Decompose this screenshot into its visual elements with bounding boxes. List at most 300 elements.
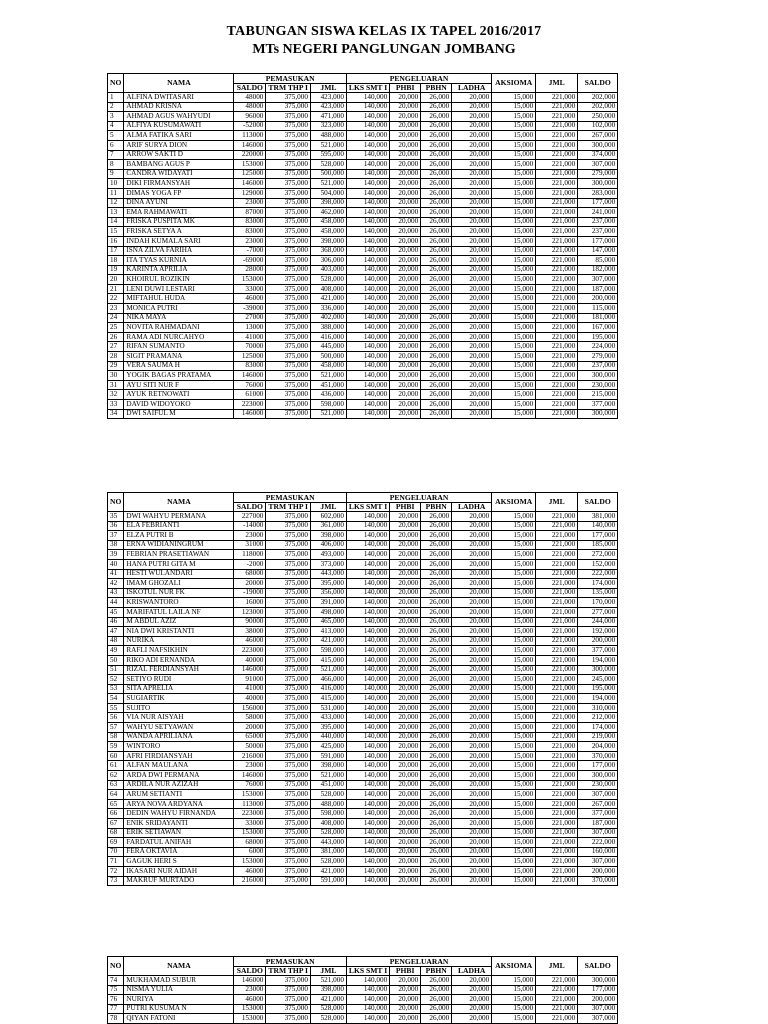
table-cell: 375,000 xyxy=(266,559,311,569)
table-cell: 15,000 xyxy=(492,112,536,122)
table-cell: 140,000 xyxy=(346,665,389,675)
table-cell: 28 xyxy=(108,352,124,362)
header-pemasukan: PEMASUKAN xyxy=(234,74,347,84)
table-cell: 221,000 xyxy=(536,323,578,333)
header-jml-pemasukan: JML xyxy=(310,503,346,512)
table-cell: 421,000 xyxy=(310,636,346,646)
table-cell: 458,000 xyxy=(310,361,346,371)
table-cell: 221,000 xyxy=(536,742,578,752)
table-cell: 160,000 xyxy=(578,847,618,857)
table-cell: 237,000 xyxy=(578,227,618,237)
table-cell: 15,000 xyxy=(492,323,536,333)
student-name: RAMA ADI NURCAHYO xyxy=(124,332,234,342)
table-cell: 221,000 xyxy=(536,751,578,761)
table-row xyxy=(108,703,618,713)
table-row xyxy=(108,246,618,256)
table-cell: 20,000 xyxy=(452,732,492,742)
table-cell: 221,000 xyxy=(536,1004,578,1014)
table-cell: 15,000 xyxy=(492,790,536,800)
table-cell: 375,000 xyxy=(266,169,311,179)
table-cell: 375,000 xyxy=(266,694,311,704)
student-name: ARDILA NUR AZIZAH xyxy=(124,780,234,790)
header-saldo: SALDO xyxy=(578,74,618,93)
table-cell: 140,000 xyxy=(346,607,389,617)
table-cell: 7 xyxy=(108,150,124,160)
student-name: SETIYO RUDI xyxy=(124,675,234,685)
table-row xyxy=(108,559,618,569)
table-cell: 46000 xyxy=(234,995,266,1005)
table-cell: 6000 xyxy=(234,847,266,857)
table-row xyxy=(108,160,618,170)
table-cell: 221,000 xyxy=(536,400,578,410)
table-cell: 20,000 xyxy=(390,799,421,809)
table-row xyxy=(108,627,618,637)
table-cell: 71 xyxy=(108,857,124,867)
table-cell: 20,000 xyxy=(452,1004,492,1014)
table-cell: 20,000 xyxy=(390,559,421,569)
table-cell: 528,000 xyxy=(310,160,346,170)
student-name: DIKI FIRMANSYAH xyxy=(124,179,234,189)
table-cell: 194,000 xyxy=(578,655,618,665)
table-cell: 20,000 xyxy=(390,995,421,1005)
table-row xyxy=(108,732,618,742)
table-cell: 174,000 xyxy=(578,723,618,733)
table-cell: 15,000 xyxy=(492,352,536,362)
table-cell: 125000 xyxy=(234,352,266,362)
header-no: NO xyxy=(108,74,124,93)
table-cell: 415,000 xyxy=(310,694,346,704)
table-cell: 20,000 xyxy=(390,540,421,550)
table-cell: 20,000 xyxy=(452,371,492,381)
table-cell: 221,000 xyxy=(536,985,578,995)
table-cell: 375,000 xyxy=(266,819,311,829)
table-cell: 283,000 xyxy=(578,188,618,198)
table-cell: 26,000 xyxy=(421,761,452,771)
student-name: AHMAD KRISNA xyxy=(124,102,234,112)
table-cell: 20,000 xyxy=(452,198,492,208)
table-row xyxy=(108,1014,618,1024)
table-cell: 300,000 xyxy=(578,179,618,189)
table-cell: 27 xyxy=(108,342,124,352)
table-cell: 26,000 xyxy=(421,627,452,637)
table-cell: 26,000 xyxy=(421,684,452,694)
table-cell: 521,000 xyxy=(310,409,346,419)
table-cell: 15,000 xyxy=(492,521,536,531)
table-cell: 598,000 xyxy=(310,646,346,656)
table-cell: 10 xyxy=(108,179,124,189)
header-jml-pemasukan: JML xyxy=(310,84,346,93)
student-name: INDAH KUMALA SARI xyxy=(124,236,234,246)
table-cell: 20,000 xyxy=(452,665,492,675)
table-cell: 20,000 xyxy=(452,188,492,198)
student-name: DIMAS YOGA FP xyxy=(124,188,234,198)
table-cell: 32 xyxy=(108,390,124,400)
table-cell: 140,000 xyxy=(346,208,389,218)
table-cell: 375,000 xyxy=(266,342,311,352)
table-cell: 216000 xyxy=(234,876,266,886)
table-cell: 20,000 xyxy=(452,636,492,646)
student-name: BAMBANG AGUS P xyxy=(124,160,234,170)
table-row xyxy=(108,265,618,275)
table-row xyxy=(108,188,618,198)
table-cell: 152,000 xyxy=(578,559,618,569)
table-cell: 28000 xyxy=(234,265,266,275)
table-cell: 15,000 xyxy=(492,265,536,275)
table-cell: 140,000 xyxy=(346,352,389,362)
table-cell: 425,000 xyxy=(310,742,346,752)
table-cell: 221,000 xyxy=(536,976,578,986)
table-cell: 85,000 xyxy=(578,256,618,266)
table-cell: 26,000 xyxy=(421,703,452,713)
savings-table-3 xyxy=(107,956,618,1024)
table-cell: 222,000 xyxy=(578,838,618,848)
header-phbi: PHBI xyxy=(390,967,421,976)
table-cell: 27000 xyxy=(234,313,266,323)
table-cell: 20,000 xyxy=(452,179,492,189)
table-cell: 26,000 xyxy=(421,256,452,266)
table-cell: 598,000 xyxy=(310,400,346,410)
table-cell: 26,000 xyxy=(421,723,452,733)
student-name: DWI WAHYU PERMANA xyxy=(124,512,234,522)
table-cell: 69 xyxy=(108,838,124,848)
table-cell: 223000 xyxy=(234,809,266,819)
table-cell: 38 xyxy=(108,540,124,550)
table-cell: 26,000 xyxy=(421,131,452,141)
table-cell: 52 xyxy=(108,675,124,685)
table-cell: 15,000 xyxy=(492,751,536,761)
student-name: DAVID WIDOYOKO xyxy=(124,400,234,410)
table-cell: 25 xyxy=(108,323,124,333)
table-cell: 146000 xyxy=(234,179,266,189)
table-cell: 44 xyxy=(108,598,124,608)
table-cell: 374,000 xyxy=(578,150,618,160)
table-cell: 221,000 xyxy=(536,636,578,646)
table-cell: 140,000 xyxy=(346,694,389,704)
table-cell: 15,000 xyxy=(492,131,536,141)
table-cell: 215,000 xyxy=(578,390,618,400)
table-cell: 15,000 xyxy=(492,995,536,1005)
header-saldo-awal: SALDO xyxy=(234,967,266,976)
table-cell: 20,000 xyxy=(452,400,492,410)
table-cell: 61000 xyxy=(234,390,266,400)
table-row xyxy=(108,112,618,122)
table-cell: 146000 xyxy=(234,409,266,419)
header-ladha: LADHA xyxy=(452,84,492,93)
table-row xyxy=(108,675,618,685)
table-cell: 20,000 xyxy=(452,150,492,160)
table-cell: 15,000 xyxy=(492,732,536,742)
savings-table-1 xyxy=(107,73,618,419)
table-cell: 123000 xyxy=(234,607,266,617)
table-cell: 195,000 xyxy=(578,332,618,342)
table-cell: 356,000 xyxy=(310,588,346,598)
table-cell: 375,000 xyxy=(266,588,311,598)
table-cell: 375,000 xyxy=(266,390,311,400)
student-name: GAGUK HERI S xyxy=(124,857,234,867)
table-cell: 15,000 xyxy=(492,1004,536,1014)
table-cell: 221,000 xyxy=(536,380,578,390)
table-cell: 140,000 xyxy=(346,150,389,160)
table-cell: 15,000 xyxy=(492,876,536,886)
table-cell: 436,000 xyxy=(310,390,346,400)
table-cell: 26,000 xyxy=(421,121,452,131)
table-cell: 78 xyxy=(108,1014,124,1024)
table-cell: 20,000 xyxy=(452,627,492,637)
table-cell: 15,000 xyxy=(492,409,536,419)
table-cell: 20,000 xyxy=(390,976,421,986)
table-cell: 375,000 xyxy=(266,876,311,886)
table-cell: 504,000 xyxy=(310,188,346,198)
header-lks-smt-i: LKS SMT I xyxy=(346,967,389,976)
table-cell: 408,000 xyxy=(310,819,346,829)
table-cell: 65000 xyxy=(234,732,266,742)
table-cell: 140,000 xyxy=(346,550,389,560)
table-cell: 9 xyxy=(108,169,124,179)
table-cell: 462,000 xyxy=(310,208,346,218)
table-cell: 300,000 xyxy=(578,976,618,986)
student-name: AYU SITI NUR F xyxy=(124,380,234,390)
table-cell: 140,000 xyxy=(346,876,389,886)
table-cell: 15,000 xyxy=(492,217,536,227)
table-cell: 528,000 xyxy=(310,1014,346,1024)
table-row xyxy=(108,179,618,189)
table-cell: 15,000 xyxy=(492,780,536,790)
table-cell: 598,000 xyxy=(310,809,346,819)
table-cell: 443,000 xyxy=(310,569,346,579)
table-cell: 15,000 xyxy=(492,361,536,371)
table-cell: 140,000 xyxy=(346,636,389,646)
table-cell: 20,000 xyxy=(390,217,421,227)
table-cell: 300,000 xyxy=(578,771,618,781)
table-cell: 26,000 xyxy=(421,713,452,723)
table-cell: 102,000 xyxy=(578,121,618,131)
table-cell: 15,000 xyxy=(492,332,536,342)
table-cell: 221,000 xyxy=(536,559,578,569)
header-saldo: SALDO xyxy=(578,957,618,976)
table-cell: 20,000 xyxy=(390,208,421,218)
table-cell: 20,000 xyxy=(452,217,492,227)
table-cell: 221,000 xyxy=(536,409,578,419)
table-cell: 20,000 xyxy=(390,102,421,112)
table-cell: 375,000 xyxy=(266,771,311,781)
table-cell: 74 xyxy=(108,976,124,986)
table-cell: 26,000 xyxy=(421,188,452,198)
table-cell: 375,000 xyxy=(266,140,311,150)
table-cell: 20,000 xyxy=(452,304,492,314)
table-cell: 20,000 xyxy=(390,684,421,694)
table-row xyxy=(108,617,618,627)
table-cell: 140,000 xyxy=(346,304,389,314)
table-cell: 15,000 xyxy=(492,742,536,752)
table-cell: 46000 xyxy=(234,636,266,646)
table-cell: 26,000 xyxy=(421,579,452,589)
table-cell: 221,000 xyxy=(536,569,578,579)
table-cell: 15,000 xyxy=(492,540,536,550)
table-cell: 26 xyxy=(108,332,124,342)
student-name: WAHYU SETYAWAN xyxy=(124,723,234,733)
table-row xyxy=(108,569,618,579)
table-cell: 36 xyxy=(108,521,124,531)
student-name: SUJITO xyxy=(124,703,234,713)
student-name: FRISKA SETYA A xyxy=(124,227,234,237)
header-saldo-awal: SALDO xyxy=(234,84,266,93)
table-cell: 20,000 xyxy=(452,323,492,333)
table-cell: 26,000 xyxy=(421,227,452,237)
table-cell: 237,000 xyxy=(578,217,618,227)
table-cell: 20,000 xyxy=(390,304,421,314)
table-cell: 451,000 xyxy=(310,780,346,790)
table-cell: 279,000 xyxy=(578,169,618,179)
table-cell: 20,000 xyxy=(452,313,492,323)
table-cell: 26,000 xyxy=(421,540,452,550)
table-row xyxy=(108,598,618,608)
table-cell: 20,000 xyxy=(390,332,421,342)
table-cell: 33000 xyxy=(234,819,266,829)
table-row xyxy=(108,236,618,246)
table-cell: 20,000 xyxy=(390,342,421,352)
table-cell: 140,000 xyxy=(346,540,389,550)
table-row xyxy=(108,588,618,598)
table-cell: 26,000 xyxy=(421,371,452,381)
table-cell: 370,000 xyxy=(578,751,618,761)
table-cell: 170,000 xyxy=(578,598,618,608)
table-cell: 221,000 xyxy=(536,371,578,381)
table-cell: 31 xyxy=(108,380,124,390)
table-cell: 408,000 xyxy=(310,284,346,294)
table-cell: 221,000 xyxy=(536,876,578,886)
table-cell: 26,000 xyxy=(421,646,452,656)
table-cell: 140,000 xyxy=(346,588,389,598)
student-name: HESTI WULANDARI xyxy=(124,569,234,579)
table-cell: 58000 xyxy=(234,713,266,723)
table-cell: -2000 xyxy=(234,559,266,569)
header-trm-thp-i: TRM THP I xyxy=(266,84,311,93)
table-cell: 20,000 xyxy=(390,636,421,646)
table-row xyxy=(108,380,618,390)
table-cell: 221,000 xyxy=(536,390,578,400)
table-cell: 140,000 xyxy=(346,361,389,371)
table-cell: 20,000 xyxy=(390,579,421,589)
table-cell: 20,000 xyxy=(452,531,492,541)
table-cell: 8 xyxy=(108,160,124,170)
table-cell: 14 xyxy=(108,217,124,227)
table-cell: 221,000 xyxy=(536,93,578,103)
table-cell: 20,000 xyxy=(452,352,492,362)
header-aksioma: AKSIOMA xyxy=(492,957,536,976)
table-cell: 140,000 xyxy=(346,780,389,790)
table-cell: 61 xyxy=(108,761,124,771)
student-name: ERNA WIDIANINGRUM xyxy=(124,540,234,550)
student-name: AYUK RETNOWATI xyxy=(124,390,234,400)
table-cell: 20,000 xyxy=(390,531,421,541)
table-cell: 221,000 xyxy=(536,646,578,656)
table-cell: 153000 xyxy=(234,1014,266,1024)
table-cell: 15,000 xyxy=(492,198,536,208)
table-cell: 200,000 xyxy=(578,995,618,1005)
table-cell: 140,000 xyxy=(346,617,389,627)
table-cell: 221,000 xyxy=(536,275,578,285)
table-cell: 15,000 xyxy=(492,121,536,131)
table-cell: 221,000 xyxy=(536,627,578,637)
table-cell: 521,000 xyxy=(310,371,346,381)
table-cell: 140,000 xyxy=(346,227,389,237)
table-cell: 219,000 xyxy=(578,732,618,742)
table-cell: 26,000 xyxy=(421,847,452,857)
table-cell: 26,000 xyxy=(421,521,452,531)
table-cell: 23000 xyxy=(234,761,266,771)
table-cell: 307,000 xyxy=(578,790,618,800)
table-cell: 26,000 xyxy=(421,799,452,809)
table-cell: 26,000 xyxy=(421,780,452,790)
table-cell: -39000 xyxy=(234,304,266,314)
table-cell: 153000 xyxy=(234,828,266,838)
table-row xyxy=(108,93,618,103)
table-cell: 375,000 xyxy=(266,550,311,560)
table-cell: 221,000 xyxy=(536,169,578,179)
table-cell: 18 xyxy=(108,256,124,266)
table-cell: 177,000 xyxy=(578,985,618,995)
header-pbhn: PBHN xyxy=(421,967,452,976)
table-cell: 187,000 xyxy=(578,284,618,294)
table-cell: 26,000 xyxy=(421,400,452,410)
table-cell: 15,000 xyxy=(492,655,536,665)
table-cell: 443,000 xyxy=(310,838,346,848)
table-cell: 140,000 xyxy=(346,646,389,656)
table-cell: 375,000 xyxy=(266,275,311,285)
table-cell: 15,000 xyxy=(492,102,536,112)
header-pemasukan: PEMASUKAN xyxy=(234,957,347,967)
table-cell: 20,000 xyxy=(452,588,492,598)
table-cell: 221,000 xyxy=(536,342,578,352)
table-cell: 40 xyxy=(108,559,124,569)
table-cell: 375,000 xyxy=(266,751,311,761)
table-cell: 221,000 xyxy=(536,131,578,141)
table-cell: 20,000 xyxy=(390,985,421,995)
table-cell: 375,000 xyxy=(266,646,311,656)
student-name: IKASARI NUR AIDAH xyxy=(124,866,234,876)
table-row xyxy=(108,275,618,285)
table-cell: 15 xyxy=(108,227,124,237)
table-cell: 398,000 xyxy=(310,236,346,246)
table-cell: 140,000 xyxy=(346,236,389,246)
table-cell: 20,000 xyxy=(390,732,421,742)
table-cell: 241,000 xyxy=(578,208,618,218)
table-cell: 528,000 xyxy=(310,275,346,285)
table-cell: -19000 xyxy=(234,588,266,598)
table-cell: 375,000 xyxy=(266,1004,311,1014)
table-row xyxy=(108,227,618,237)
table-cell: 375,000 xyxy=(266,780,311,790)
table-cell: 20,000 xyxy=(452,995,492,1005)
table-cell: 20,000 xyxy=(390,857,421,867)
table-cell: 375,000 xyxy=(266,1014,311,1024)
table-cell: 20,000 xyxy=(390,598,421,608)
student-name: KRISWANTORO xyxy=(124,598,234,608)
table-cell: 140,000 xyxy=(346,93,389,103)
table-cell: 20,000 xyxy=(390,160,421,170)
table-cell: 20,000 xyxy=(390,121,421,131)
header-jml-total: JML xyxy=(536,493,578,512)
table-cell: 250,000 xyxy=(578,112,618,122)
header-pengeluaran: PENGELUARAN xyxy=(346,74,491,84)
table-cell: 15,000 xyxy=(492,169,536,179)
table-cell: 221,000 xyxy=(536,771,578,781)
table-cell: 375,000 xyxy=(266,121,311,131)
table-cell: 35 xyxy=(108,512,124,522)
table-cell: 15,000 xyxy=(492,140,536,150)
table-cell: 398,000 xyxy=(310,531,346,541)
table-cell: 375,000 xyxy=(266,985,311,995)
